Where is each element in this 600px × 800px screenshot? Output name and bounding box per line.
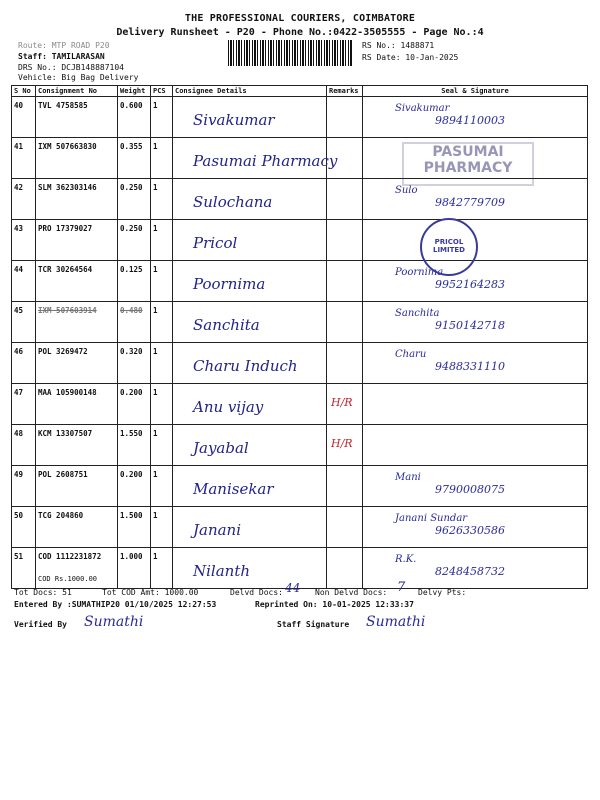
document-title: THE PROFESSIONAL COURIERS, COIMBATORE	[184, 13, 416, 24]
row-signature: Mani	[395, 472, 421, 483]
staff-signature: Sumathi	[366, 614, 426, 630]
row-sno: 43	[14, 224, 24, 233]
row-phone: 9790008075	[435, 483, 505, 496]
entered-by: Entered By :SUMATHIP20 01/10/2025 12:27:53	[14, 600, 217, 609]
row-pcs: 1	[153, 470, 158, 479]
row-remark	[329, 179, 360, 191]
document-subtitle: Delivery Runsheet - P20 - Phone No.:0422-3505555 - Page No.:4	[116, 27, 484, 38]
row-pcs: 1	[153, 347, 158, 356]
row-weight: 0.320	[120, 347, 143, 356]
row-phone: 9842779709	[435, 196, 505, 209]
row-consignee: Sanchita	[193, 316, 260, 334]
row-weight: 0.200	[120, 470, 143, 479]
row-consignee: Nilanth	[193, 562, 251, 580]
row-phone: 8248458732	[435, 565, 505, 578]
row-pcs: 1	[153, 265, 158, 274]
row-signature: R.K.	[395, 554, 417, 565]
row-pcs: 1	[153, 511, 158, 520]
drs-label: DRS No.: DCJB148887104	[18, 63, 124, 72]
delivery-points-label: Delvy Pts:	[418, 588, 467, 597]
row-remark: H/R	[331, 437, 353, 450]
row-consignment: KCM 13307507	[38, 429, 93, 438]
row-consignee: Anu vijay	[193, 398, 264, 416]
row-sno: 45	[14, 306, 24, 315]
total-docs: Tot Docs: 51	[14, 588, 72, 597]
table-row	[12, 466, 588, 507]
row-sno: 40	[14, 101, 24, 110]
row-remark: H/R	[331, 396, 353, 409]
row-consignment: TCG 204860	[38, 511, 84, 520]
row-sno: 50	[14, 511, 24, 520]
table-row	[12, 507, 588, 548]
row-sno: 41	[14, 142, 24, 151]
verified-signature: Sumathi	[84, 614, 144, 630]
row-consignee: Pricol	[193, 234, 238, 252]
table-row	[12, 343, 588, 384]
total-cod: Tot COD Amt: 1000.00	[102, 588, 199, 597]
row-consignee: Charu Induch	[193, 357, 298, 375]
row-remark	[329, 302, 360, 314]
verified-by-label: Verified By	[14, 620, 67, 629]
row-weight: 1.550	[120, 429, 143, 438]
row-weight: 1.500	[120, 511, 143, 520]
col-consignment: Consignment No	[36, 86, 118, 97]
row-sno: 47	[14, 388, 24, 397]
row-weight: 0.250	[120, 183, 143, 192]
row-remark	[329, 548, 360, 560]
row-consignee: Sulochana	[193, 193, 273, 211]
row-signature: Poornima	[395, 267, 444, 278]
barcode	[228, 40, 352, 66]
row-phone: 9894110003	[435, 114, 505, 127]
row-signature	[365, 384, 585, 390]
row-sno: 49	[14, 470, 24, 479]
row-phone: 9488331110	[435, 360, 505, 373]
non-delivered-value: 7	[397, 580, 406, 595]
row-remark	[329, 97, 360, 109]
table-row	[12, 425, 588, 466]
delivered-docs-value: 44	[285, 581, 301, 595]
row-phone: 9150142718	[435, 319, 505, 332]
row-consignment: TVL 4758585	[38, 101, 88, 110]
row-remark	[329, 343, 360, 355]
row-signature: Janani Sundar	[395, 513, 468, 524]
row-weight: 0.250	[120, 224, 143, 233]
row-pcs: 1	[153, 101, 158, 110]
row-signature: Sanchita	[395, 308, 440, 319]
table-row	[12, 261, 588, 302]
reprinted-on: Reprinted On: 10-01-2025 12:33:37	[255, 600, 414, 609]
row-consignment: IXM 507603914	[38, 306, 97, 315]
row-weight: 0.355	[120, 142, 143, 151]
row-sno: 44	[14, 265, 24, 274]
row-consignee: Poornima	[193, 275, 266, 293]
row-remark	[329, 507, 360, 519]
row-phone: 9952164283	[435, 278, 505, 291]
row-remark	[329, 220, 360, 232]
row-consignment: COD 1112231872	[38, 552, 102, 561]
row-consignment: SLM 362303146	[38, 183, 97, 192]
route-label: Route: MTP ROAD P20	[18, 41, 110, 50]
row-signature: Sivakumar	[395, 103, 450, 114]
row-remark	[329, 466, 360, 478]
row-remark	[329, 261, 360, 273]
row-consignment: MAA 105900148	[38, 388, 97, 397]
col-weight: Weight	[118, 86, 151, 97]
delivered-docs-label: Delvd Docs:	[230, 588, 283, 597]
row-sno: 51	[14, 552, 24, 561]
table-row	[12, 384, 588, 425]
row-pcs: 1	[153, 183, 158, 192]
row-weight: 0.600	[120, 101, 143, 110]
row-pcs: 1	[153, 224, 158, 233]
col-seal: Seal & Signature	[363, 86, 588, 97]
row-sno: 42	[14, 183, 24, 192]
row-signature	[365, 425, 585, 431]
staff-label: Staff: TAMILARASAN	[18, 52, 105, 61]
row-consignee: Janani	[193, 521, 242, 539]
col-pcs: PCS	[151, 86, 173, 97]
row-signature: Charu	[395, 349, 427, 360]
row-consignment: POL 3269472	[38, 347, 88, 356]
row-pcs: 1	[153, 388, 158, 397]
row-consignment: PRO 17379027	[38, 224, 93, 233]
col-sno: S No	[12, 86, 36, 97]
row-consignee: Sivakumar	[193, 111, 275, 129]
row-phone: 9626330586	[435, 524, 505, 537]
rs-date: RS Date: 10-Jan-2025	[362, 53, 459, 62]
row-weight: 0.200	[120, 388, 143, 397]
row-signature: Sulo	[395, 185, 418, 196]
pharmacy-stamp: PASUMAI PHARMACY	[402, 142, 534, 186]
table-row	[12, 97, 588, 138]
row-sno: 46	[14, 347, 24, 356]
vehicle-label: Vehicle: Big Bag Delivery	[18, 73, 139, 82]
row-consignee: Manisekar	[193, 480, 274, 498]
row-pcs: 1	[153, 429, 158, 438]
row-consignee: Jayabal	[193, 439, 249, 457]
table-header-row	[12, 86, 588, 97]
pricol-stamp: PRICOL LIMITED	[420, 218, 478, 276]
col-remarks: Remarks	[327, 86, 363, 97]
row-weight: 1.000	[120, 552, 143, 561]
row-sno: 48	[14, 429, 24, 438]
row-weight: 0.125	[120, 265, 143, 274]
row-consignment: TCR 30264564	[38, 265, 93, 274]
row-pcs: 1	[153, 306, 158, 315]
rs-number: RS No.: 1488871	[362, 41, 435, 50]
row-consignment: IXM 507663830	[38, 142, 97, 151]
col-consignee: Consignee Details	[173, 86, 327, 97]
row-cod: COD Rs.1000.00	[38, 575, 98, 583]
row-consignee: Pasumai Pharmacy	[193, 152, 338, 170]
row-pcs: 1	[153, 142, 158, 151]
row-weight: 0.480	[120, 306, 143, 315]
row-remark	[329, 138, 360, 150]
row-pcs: 1	[153, 552, 158, 561]
staff-signature-label: Staff Signature	[277, 620, 350, 629]
row-consignment: POL 2608751	[38, 470, 88, 479]
table-row	[12, 302, 588, 343]
non-delivered-label: Non Delvd Docs:	[315, 588, 388, 597]
table-row	[12, 220, 588, 261]
